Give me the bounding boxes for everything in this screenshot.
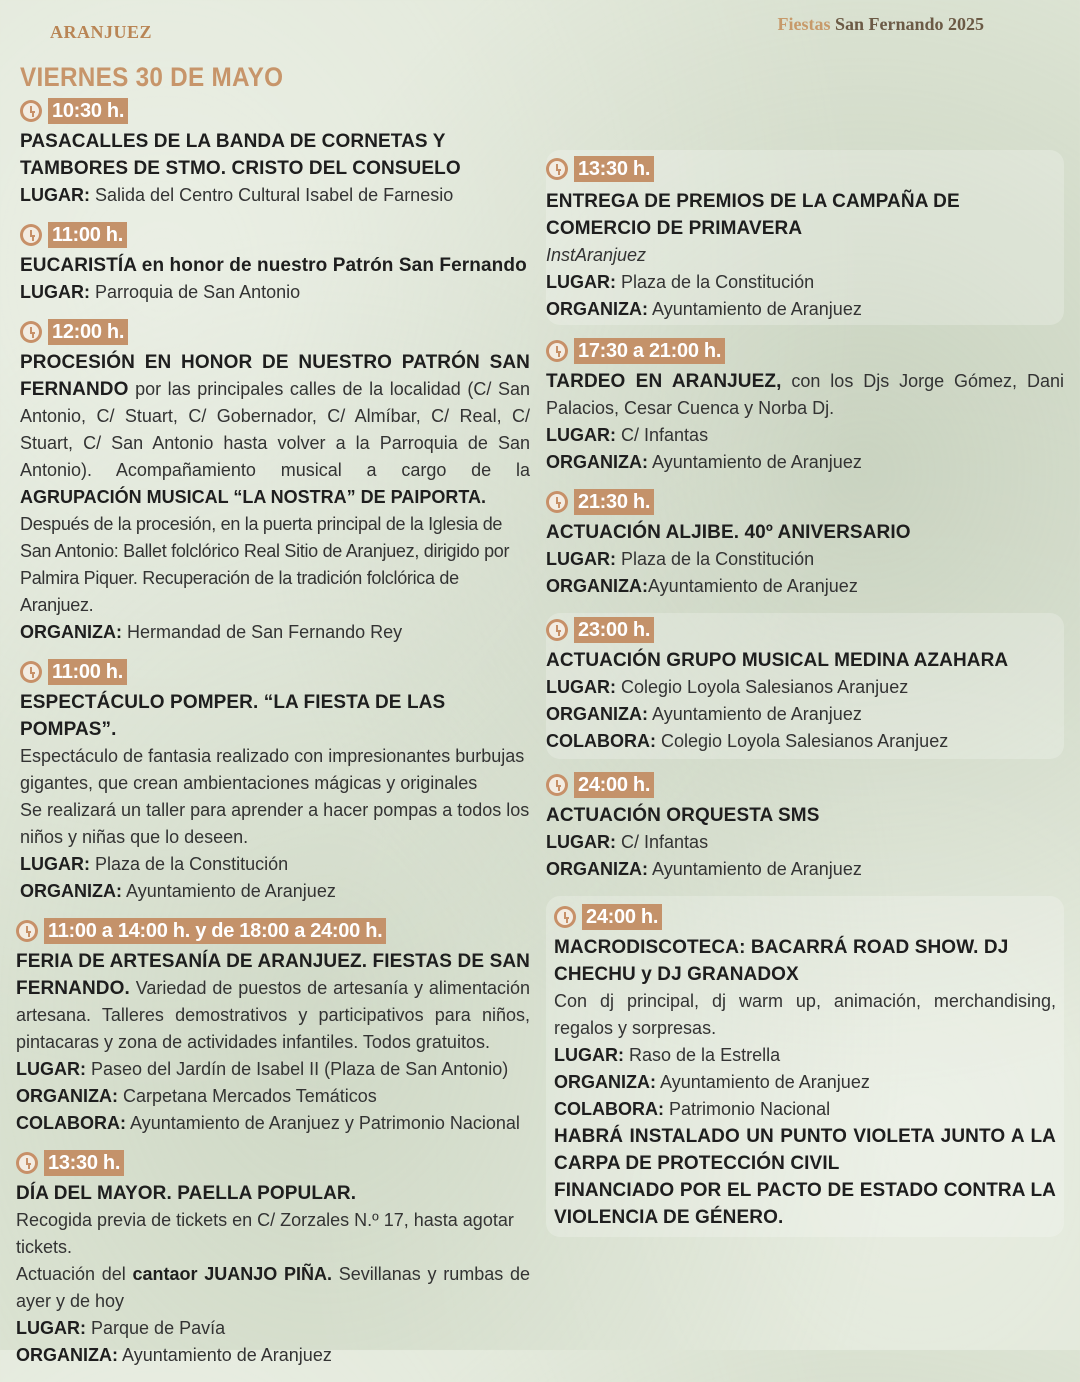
lugar-label: LUGAR:	[546, 425, 616, 445]
colabora-value: Ayuntamiento de Aranjuez y Patrimonio Nacional	[130, 1113, 520, 1133]
event-desc: Con dj principal, dj warm up, animación, merchandising, regalos y sorpresas.	[554, 991, 1056, 1038]
event-desc: Espectáculo de fantasia realizado con impresionantes burbujas gigantes, que crean ambientaciones mágicas y originales	[20, 746, 525, 793]
lugar-label: LUGAR:	[16, 1059, 86, 1079]
event-time: 13:30 h.	[44, 1150, 124, 1176]
lugar-value: Parque de Pavía	[91, 1318, 226, 1338]
event-title: ACTUACIÓN ALJIBE. 40º ANIVERSARIO	[546, 522, 911, 543]
desc-post: Sevillanas y rumbas de ayer y de hoy	[16, 1264, 530, 1311]
event-description	[546, 368, 1064, 422]
clock-icon	[546, 619, 568, 641]
event-time: 13:30 h.	[574, 156, 654, 182]
organiza-value: Ayuntamiento de Aranjuez	[126, 881, 336, 901]
event-title: PROCESIÓN EN HONOR DE NUESTRO PATRÓN SAN FERNANDO	[20, 352, 530, 400]
note-pacto-estado: FINANCIADO POR EL PACTO DE ESTADO CONTRA LA VIOLENCIA DE GÉNERO.	[554, 1180, 1056, 1228]
lugar-value: Plaza de la Constitución	[95, 854, 289, 874]
event-desc: con los Djs Jorge Gómez, Dani Palacios, Cesar Cuenca y Norba Dj.	[546, 371, 1064, 418]
header-fiestas: Fiestas	[777, 14, 831, 34]
event-premios-comercio	[546, 150, 1064, 325]
lugar-value: C/ Infantas	[621, 425, 709, 445]
clock-icon	[554, 906, 576, 928]
event-title: EUCARISTÍA en honor de nuestro Patrón San Fernando	[20, 255, 527, 276]
event-title: DÍA DEL MAYOR. PAELLA POPULAR.	[16, 1183, 357, 1204]
event-desc-2: Se realizará un taller para aprender a hacer pompas a todos los niños y niñas que lo deseen.	[20, 800, 530, 847]
clock-icon	[546, 774, 568, 796]
clock-icon	[546, 340, 568, 362]
lugar-label: LUGAR:	[554, 1045, 624, 1065]
event-aljibe	[546, 489, 1064, 600]
event-title: ACTUACIÓN GRUPO MUSICAL MEDINA AZAHARA	[546, 650, 1009, 671]
organiza-value: Ayuntamiento de Aranjuez	[652, 452, 862, 472]
event-desc: Variedad de puestos de artesanía y alimentación artesana. Talleres demostrativos y participativos para niños, pintacaras y zona de actividades infantiles. Todos gratuitos.	[16, 978, 530, 1052]
event-pasacalles	[20, 98, 530, 209]
event-time: 11:00 a 14:00 h. y de 18:00 a 24:00 h.	[44, 918, 386, 944]
lugar-value: Salida del Centro Cultural Isabel de Farnesio	[95, 185, 454, 205]
lugar-label: LUGAR:	[16, 1318, 86, 1338]
event-subtitle: InstAranjuez	[546, 245, 647, 265]
clock-icon	[20, 100, 42, 122]
event-procesion	[20, 319, 530, 646]
organiza-value: Ayuntamiento de Aranjuez	[122, 1345, 332, 1365]
event-medina-azahara	[546, 613, 1064, 759]
organiza-value: Ayuntamiento de Aranjuez	[652, 859, 862, 879]
lugar-label: LUGAR:	[546, 677, 616, 697]
right-column	[546, 150, 1064, 1250]
lugar-value: Paseo del Jardín de Isabel II (Plaza de San Antonio)	[91, 1059, 509, 1079]
clock-icon	[20, 661, 42, 683]
event-time: 11:00 h.	[48, 222, 127, 248]
clock-icon	[16, 1152, 38, 1174]
event-title: FERIA DE ARTESANÍA DE ARANJUEZ. FIESTAS DE SAN FERNANDO.	[16, 951, 530, 999]
event-description	[20, 349, 530, 511]
event-desc-2	[16, 1261, 530, 1315]
event-eucaristia	[20, 222, 530, 306]
note-punto-violeta: HABRÁ INSTALADO UN PUNTO VIOLETA JUNTO A LA CARPA DE PROTECCIÓN CIVIL	[554, 1126, 1056, 1174]
event-title: ENTREGA DE PREMIOS DE LA CAMPAÑA DE COMERCIO DE PRIMAVERA	[546, 191, 960, 239]
event-time: 21:30 h.	[574, 489, 654, 515]
lugar-value: Colegio Loyola Salesianos Aranjuez	[621, 677, 909, 697]
lugar-label: LUGAR:	[546, 832, 616, 852]
event-time: 11:00 h.	[48, 659, 127, 685]
organiza-label: ORGANIZA:	[546, 859, 648, 879]
clock-icon	[546, 491, 568, 513]
colabora-label: COLABORA:	[546, 731, 656, 751]
event-desc-2: Después de la procesión, en la puerta principal de la Iglesia de San Antonio: Ballet folclórico Real Sitio de Aranjuez, dirigido por Palmira Piquer. Recuperación de la tradición folclórica de Aranjuez.	[20, 514, 510, 615]
organiza-label: ORGANIZA:	[16, 1086, 118, 1106]
colabora-label: COLABORA:	[554, 1099, 664, 1119]
clock-icon	[20, 224, 42, 246]
event-time: 23:00 h.	[574, 617, 654, 643]
event-orquesta-sms	[546, 772, 1064, 883]
organiza-value: Ayuntamiento de Aranjuez	[652, 299, 862, 319]
organiza-value: Hermandad de San Fernando Rey	[127, 622, 403, 642]
event-title: PASACALLES DE LA BANDA DE CORNETAS Y TAMBORES DE STMO. CRISTO DEL CONSUELO	[20, 131, 461, 179]
event-tardeo	[546, 338, 1064, 476]
event-desc: Recogida previa de tickets en C/ Zorzales N.º 17, hasta agotar tickets.	[16, 1210, 514, 1257]
event-macrodiscoteca	[546, 896, 1064, 1237]
lugar-value: C/ Infantas	[621, 832, 709, 852]
left-column	[16, 98, 530, 1382]
event-feria-artesania	[16, 918, 530, 1137]
header-city: ARANJUEZ	[50, 22, 153, 42]
lugar-label: LUGAR:	[20, 185, 90, 205]
clock-icon	[546, 158, 568, 180]
event-desc-highlight: AGRUPACIÓN MUSICAL “LA NOSTRA” DE PAIPORTA.	[20, 487, 487, 507]
clock-icon	[16, 920, 38, 942]
lugar-label: LUGAR:	[20, 282, 90, 302]
organiza-label: ORGANIZA:	[20, 622, 122, 642]
event-title: MACRODISCOTECA: BACARRÁ ROAD SHOW. DJ CHECHU y DJ GRANADOX	[554, 937, 1009, 985]
organiza-label: ORGANIZA:	[20, 881, 122, 901]
organiza-value: Ayuntamiento de Aranjuez	[652, 704, 862, 724]
event-description	[16, 948, 530, 1056]
lugar-value: Plaza de la Constitución	[621, 549, 815, 569]
event-title: ACTUACIÓN ORQUESTA SMS	[546, 805, 820, 826]
event-dia-del-mayor	[16, 1150, 530, 1369]
lugar-label: LUGAR:	[546, 272, 616, 292]
event-time: 12:00 h.	[48, 319, 128, 345]
colabora-label: COLABORA:	[16, 1113, 126, 1133]
desc-pre: Actuación del	[16, 1264, 126, 1284]
organiza-value: Ayuntamiento de Aranjuez	[648, 576, 858, 596]
lugar-label: LUGAR:	[546, 549, 616, 569]
event-pomper	[20, 659, 530, 905]
header-title	[777, 14, 984, 35]
event-time: 10:30 h.	[48, 98, 128, 124]
organiza-label: ORGANIZA:	[546, 704, 648, 724]
event-title: ESPECTÁCULO POMPER. “LA FIESTA DE LAS POMPAS”.	[20, 692, 446, 740]
lugar-value: Plaza de la Constitución	[621, 272, 815, 292]
colabora-value: Patrimonio Nacional	[669, 1099, 831, 1119]
event-time: 17:30 a 21:00 h.	[574, 338, 725, 364]
event-time: 24:00 h.	[574, 772, 654, 798]
event-desc: por las principales calles de la localidad (C/ San Antonio, C/ Stuart, C/ Gobernador, C/ Almíbar, C/ Real, C/ Stuart, C/ San Antonio hasta volver a la Parroquia de San Antonio). Acompañamiento musical a cargo de la	[20, 379, 530, 480]
organiza-label: ORGANIZA:	[546, 576, 648, 596]
day-title: VIERNES 30 DE MAYO	[20, 62, 284, 92]
desc-highlight: cantaor JUANJO PIÑA.	[132, 1264, 332, 1284]
organiza-label: ORGANIZA:	[554, 1072, 656, 1092]
lugar-value: Raso de la Estrella	[629, 1045, 781, 1065]
lugar-value: Parroquia de San Antonio	[95, 282, 301, 302]
organiza-value: Ayuntamiento de Aranjuez	[660, 1072, 870, 1092]
colabora-value: Colegio Loyola Salesianos Aranjuez	[661, 731, 949, 751]
event-title: TARDEO EN ARANJUEZ,	[546, 371, 782, 392]
clock-icon	[20, 321, 42, 343]
organiza-label: ORGANIZA:	[16, 1345, 118, 1365]
header-event-name: San Fernando 2025	[834, 14, 984, 34]
organiza-label: ORGANIZA:	[546, 299, 648, 319]
organiza-value: Carpetana Mercados Temáticos	[123, 1086, 377, 1106]
lugar-label: LUGAR:	[20, 854, 90, 874]
organiza-label: ORGANIZA:	[546, 452, 648, 472]
event-time: 24:00 h.	[582, 904, 662, 930]
